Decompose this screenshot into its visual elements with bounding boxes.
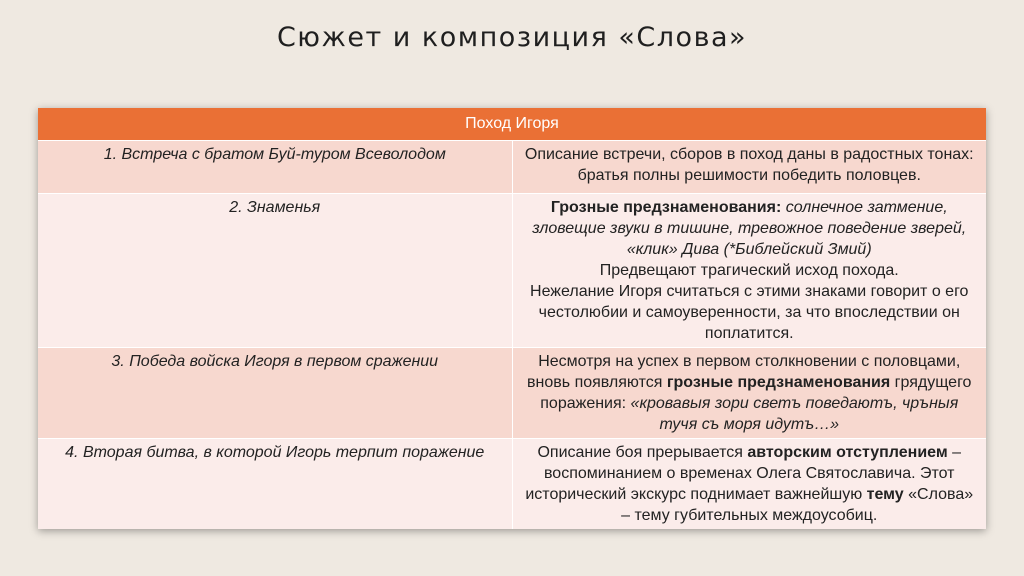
bold-omens: Грозные предзнаменования:: [550, 199, 782, 216]
bold-omens: грозные предзнаменования: [666, 374, 891, 391]
italic-quote: «кровавыя зори светъ поведаютъ, чръныя тучя съ моря идутъ…»: [630, 395, 959, 433]
row-description: [512, 194, 986, 348]
row-description: [512, 439, 986, 530]
text-part: Несмотря на успех в первом столкновении с половцами, вновь появляются: [527, 353, 961, 391]
description-omens: [521, 197, 979, 260]
table-header: Поход Игоря: [38, 108, 986, 141]
row-label: 3. Победа войска Игоря в первом сражении: [38, 348, 512, 439]
table-row: [38, 141, 986, 194]
slide-title: Сюжет и композиция «Слова»: [276, 22, 748, 53]
row-label: 1. Встреча с братом Буй-туром Всеволодом: [38, 141, 512, 194]
text-part: – воспоминанием о временах Олега Святославича. Этот исторический экскурс поднимает важнейшую: [525, 444, 962, 503]
table-row: [38, 348, 986, 439]
table-row: [38, 194, 986, 348]
row-description: [512, 348, 986, 439]
text-part: грядущего поражения:: [540, 374, 972, 412]
plot-table: [38, 108, 986, 529]
description-foreshadow: Предвещают трагический исход похода.: [599, 262, 899, 279]
row-label: 2. Знаменья: [38, 194, 512, 348]
row-description: Описание встречи, сборов в поход даны в радостных тонах: братья полны решимости победить половцев.: [512, 141, 986, 194]
text-part: Описание боя прерывается: [537, 444, 748, 461]
bold-digression: авторским отступлением: [747, 444, 948, 461]
table-row: [38, 439, 986, 530]
row-label: 4. Вторая битва, в которой Игорь терпит поражение: [38, 439, 512, 530]
bold-theme: тему: [866, 486, 904, 503]
plot-table-grid: [38, 108, 986, 529]
text-part: «Слова» – тему губительных междоусобиц.: [621, 486, 974, 524]
description-igor-ambition: Нежелание Игоря считаться с этими знаками говорит о его честолюбии и самоуверенности, за что впоследствии он поплатится.: [530, 283, 969, 342]
italic-omens-list: солнечное затмение, зловещие звуки в тишине, тревожное поведение зверей, «клик» Дива (*Библейский Змий): [532, 199, 967, 258]
